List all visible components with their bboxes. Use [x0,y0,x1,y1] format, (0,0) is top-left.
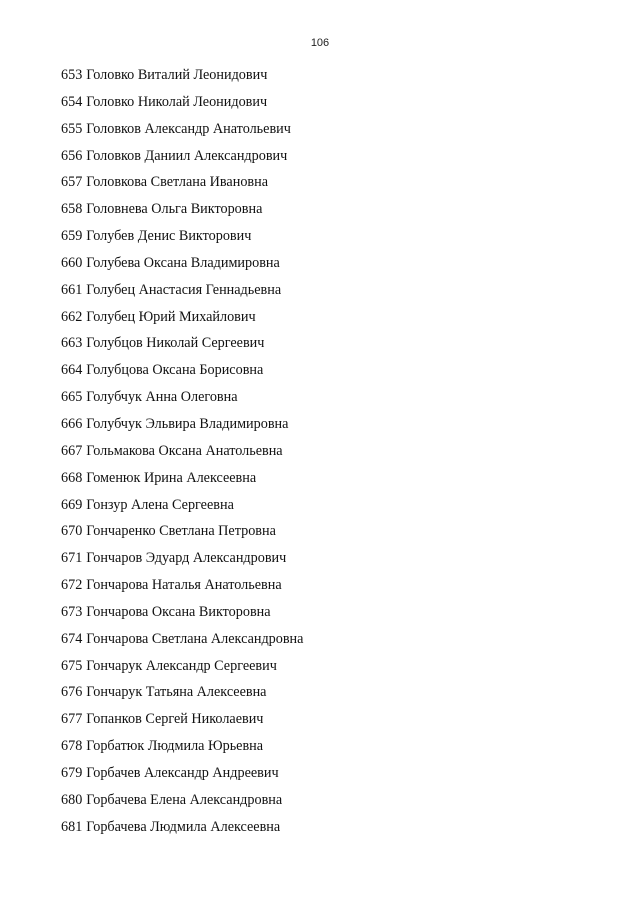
entry-number: 670 [61,523,83,540]
entry-name: Гончарук Александр Сергеевич [86,657,277,674]
list-item [61,574,303,601]
entry-name: Голубцова Оксана Борисовна [86,362,264,379]
entry-name: Горбачева Людмила Алексеевна [86,818,281,835]
entry-name: Гольмакова Оксана Анатольевна [86,442,283,459]
list-item [61,225,303,252]
list-item [61,762,303,789]
entry-number: 667 [61,442,83,459]
list-item [61,252,303,279]
name-list [61,64,303,842]
entry-name: Головко Виталий Леонидович [86,67,268,83]
entry-number: 671 [61,550,83,567]
entry-name: Голубчук Эльвира Владимировна [86,415,289,432]
page-number: 106 [310,37,330,49]
entry-name: Гончаренко Светлана Петровна [86,523,276,540]
entry-name: Горбачева Елена Александровна [86,791,283,808]
entry-number: 661 [61,281,83,298]
entry-name: Горбатюк Людмила Юрьевна [86,738,264,755]
list-item [61,171,303,198]
entry-name: Головнева Ольга Викторовна [86,201,263,218]
entry-number: 674 [61,630,83,647]
entry-number: 678 [61,738,83,755]
entry-name: Голубчук Анна Олеговна [86,389,238,406]
list-item [61,494,303,521]
entry-number: 654 [61,93,83,110]
entry-number: 675 [61,657,83,674]
entry-number: 676 [61,684,83,701]
list-item [61,145,303,172]
list-item [61,467,303,494]
entry-name: Головков Александр Анатольевич [86,120,291,137]
list-item [61,655,303,682]
entry-number: 673 [61,603,83,620]
entry-number: 657 [61,174,83,191]
list-item [61,520,303,547]
entry-name: Гоменюк Ирина Алексеевна [86,469,257,486]
list-item [61,547,303,574]
entry-number: 666 [61,415,83,432]
entry-number: 656 [61,147,83,164]
entry-name: Голубев Денис Викторович [86,228,252,245]
list-item [61,306,303,333]
entry-number: 669 [61,496,83,513]
list-item [61,789,303,816]
list-item [61,708,303,735]
entry-number: 679 [61,764,83,781]
entry-name: Гончарова Наталья Анатольевна [86,577,282,594]
entry-name: Головков Даниил Александрович [86,147,288,164]
list-item [61,332,303,359]
list-item [61,628,303,655]
list-item [61,681,303,708]
list-item [61,279,303,306]
entry-name: Голубева Оксана Владимировна [86,254,280,271]
entry-name: Гончарова Оксана Викторовна [86,603,271,620]
entry-name: Голубцов Николай Сергеевич [86,335,265,352]
entry-name: Головко Николай Леонидович [86,93,268,110]
list-item [61,118,303,145]
entry-number: 662 [61,308,83,325]
entry-name: Головкова Светлана Ивановна [86,174,269,191]
list-item [61,735,303,762]
entry-number: 658 [61,201,83,218]
entry-name: Гонзур Алена Сергеевна [86,496,234,513]
entry-number: 677 [61,711,83,728]
entry-number: 659 [61,228,83,245]
entry-number: 681 [61,818,83,835]
list-item [61,413,303,440]
list-item [61,601,303,628]
list-item [61,359,303,386]
entry-number: 655 [61,120,83,137]
entry-name: Гончаров Эдуард Александрович [86,550,287,567]
entry-name: Гончарова Светлана Александровна [86,630,304,647]
entry-number: 663 [61,335,83,352]
entry-name: Горбачев Александр Андреевич [86,764,279,781]
entry-number: 668 [61,469,83,486]
entry-name: Гончарук Татьяна Алексеевна [86,684,267,701]
entry-number: 680 [61,791,83,808]
entry-name: Голубец Анастасия Геннадьевна [86,281,282,298]
entry-number: 664 [61,362,83,379]
entry-name: Голубец Юрий Михайлович [86,308,256,325]
entry-number: 665 [61,389,83,406]
list-item [61,816,303,843]
list-item [61,64,303,91]
entry-name: Гопанков Сергей Николаевич [86,711,264,728]
list-item [61,198,303,225]
list-item [61,91,303,118]
list-item [61,440,303,467]
list-item [61,386,303,413]
entry-number: 653 [61,67,83,83]
entry-number: 672 [61,577,83,594]
entry-number: 660 [61,254,83,271]
